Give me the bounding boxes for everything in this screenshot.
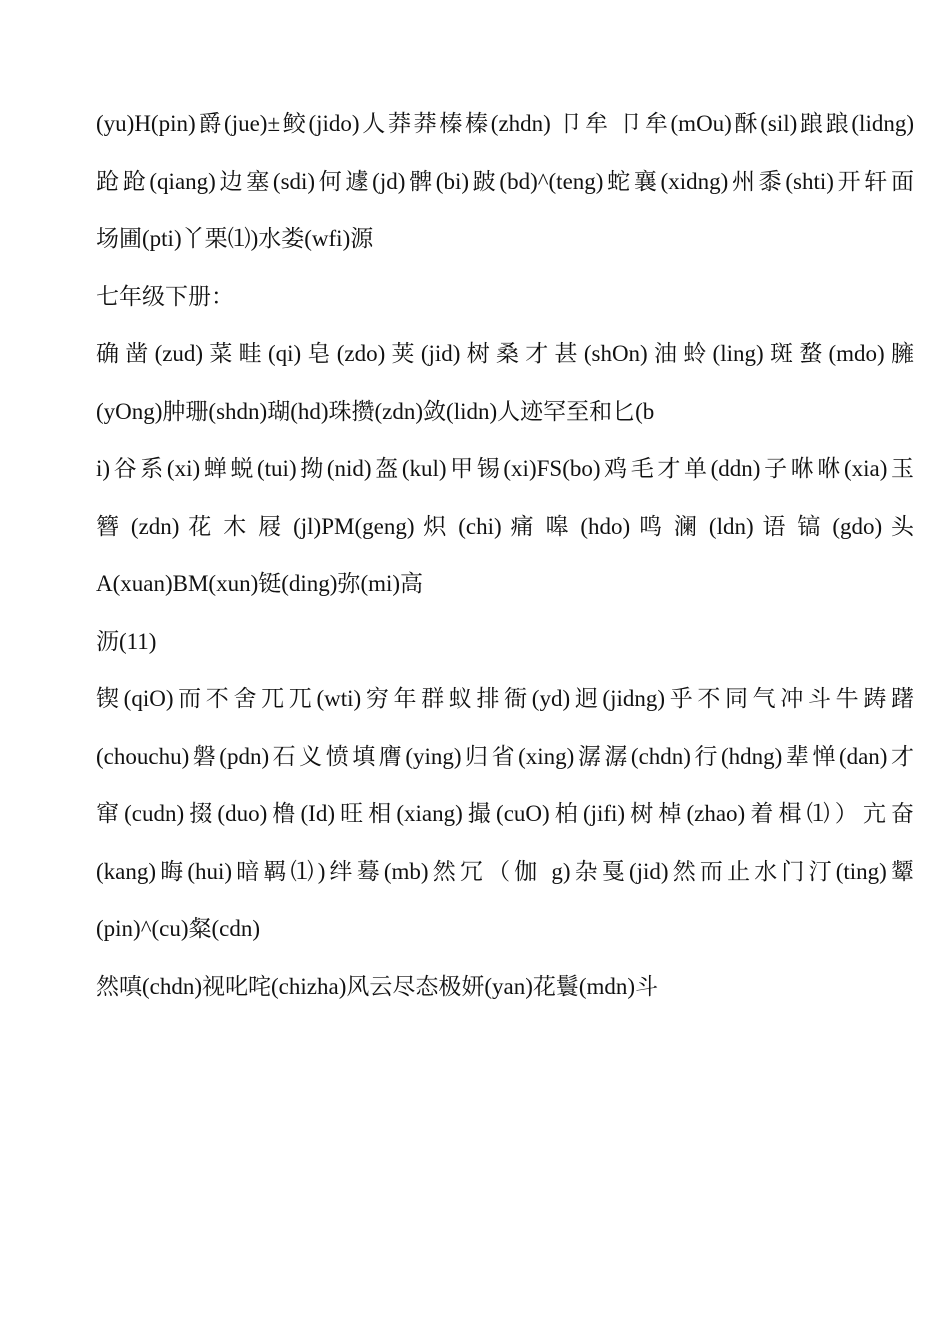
text-line-9: A(xuan)BM(xun)铤(ding)弥(mi)高: [96, 571, 424, 596]
text-line-16: 然嗔(chdn)视叱咤(chizha)风云尽态极妍(yan)花鬟(mdn)斗: [96, 973, 659, 999]
text-line-3: 场圃(pti)丫栗⑴)水娄(wfi)源: [96, 226, 374, 251]
text-line-1: (yu)H(pin)爵(jue)±鲛(jido)人莽莽榛榛(zhdn) 卩牟 卩牟(mOu)酥(sil)踉踉(lidng): [96, 111, 914, 136]
text-line-13: 窜(cudn)掇(duo)橹(Id)旺相(xiang)撮(cuO)柏(jifi)树棹(zhao)着楫⑴）亢奋: [96, 801, 914, 826]
section-heading: 七年级下册：: [96, 283, 234, 309]
text-line-5: 确凿(zud)菜畦(qi)皂(zdo)荚(jid)树桑才甚(shOn)油蛉(ling)斑蝥(mdo)臃: [96, 341, 914, 366]
text-line-8: 簪 (zdn) 花 木 屐 (jl)PM(geng) 炽 (chi) 痛 嗥 (hdo) 鸣 澜 (ldn) 语 镐 (gdo) 头: [96, 513, 914, 539]
text-line-11: 锲(qiO)而不舍兀兀(wti)穷年群蚁排衙(yd)迥(jidng)乎不同气冲斗牛踌躇: [96, 686, 914, 711]
text-line-12: (chouchu)磐(pdn)石义愤填膺(ying)归省(xing)潺潺(chdn)行(hdng)辈惮(dan)才: [96, 743, 914, 769]
document-page: [96, 95, 914, 1015]
text-line-10: 沥(11): [96, 628, 157, 654]
text-line-14: (kang)晦(hui)暗羁⑴)绊蓦(mb)然冗（伽 g)杂戛(jid)然而止水门汀(ting)颦: [96, 858, 914, 884]
text-line-7: i)谷系(xi)蝉蜕(tui)拗(nid)盔(kul)甲锡(xi)FS(bo)鸡毛才单(ddn)子咻咻(xia)玉: [96, 456, 914, 481]
text-line-6: (yOng)肿珊(shdn)瑚(hd)珠攒(zdn)敛(lidn)人迹罕至和匕(b: [96, 398, 655, 424]
text-line-2: 跄跄(qiang)边塞(sdi)何遽(jd)髀(bi)跛(bd)^(teng)蛇襄(xidng)州黍(shti)开轩面: [96, 168, 914, 194]
text-line-15: (pin)^(cu)粲(cdn): [96, 916, 261, 941]
